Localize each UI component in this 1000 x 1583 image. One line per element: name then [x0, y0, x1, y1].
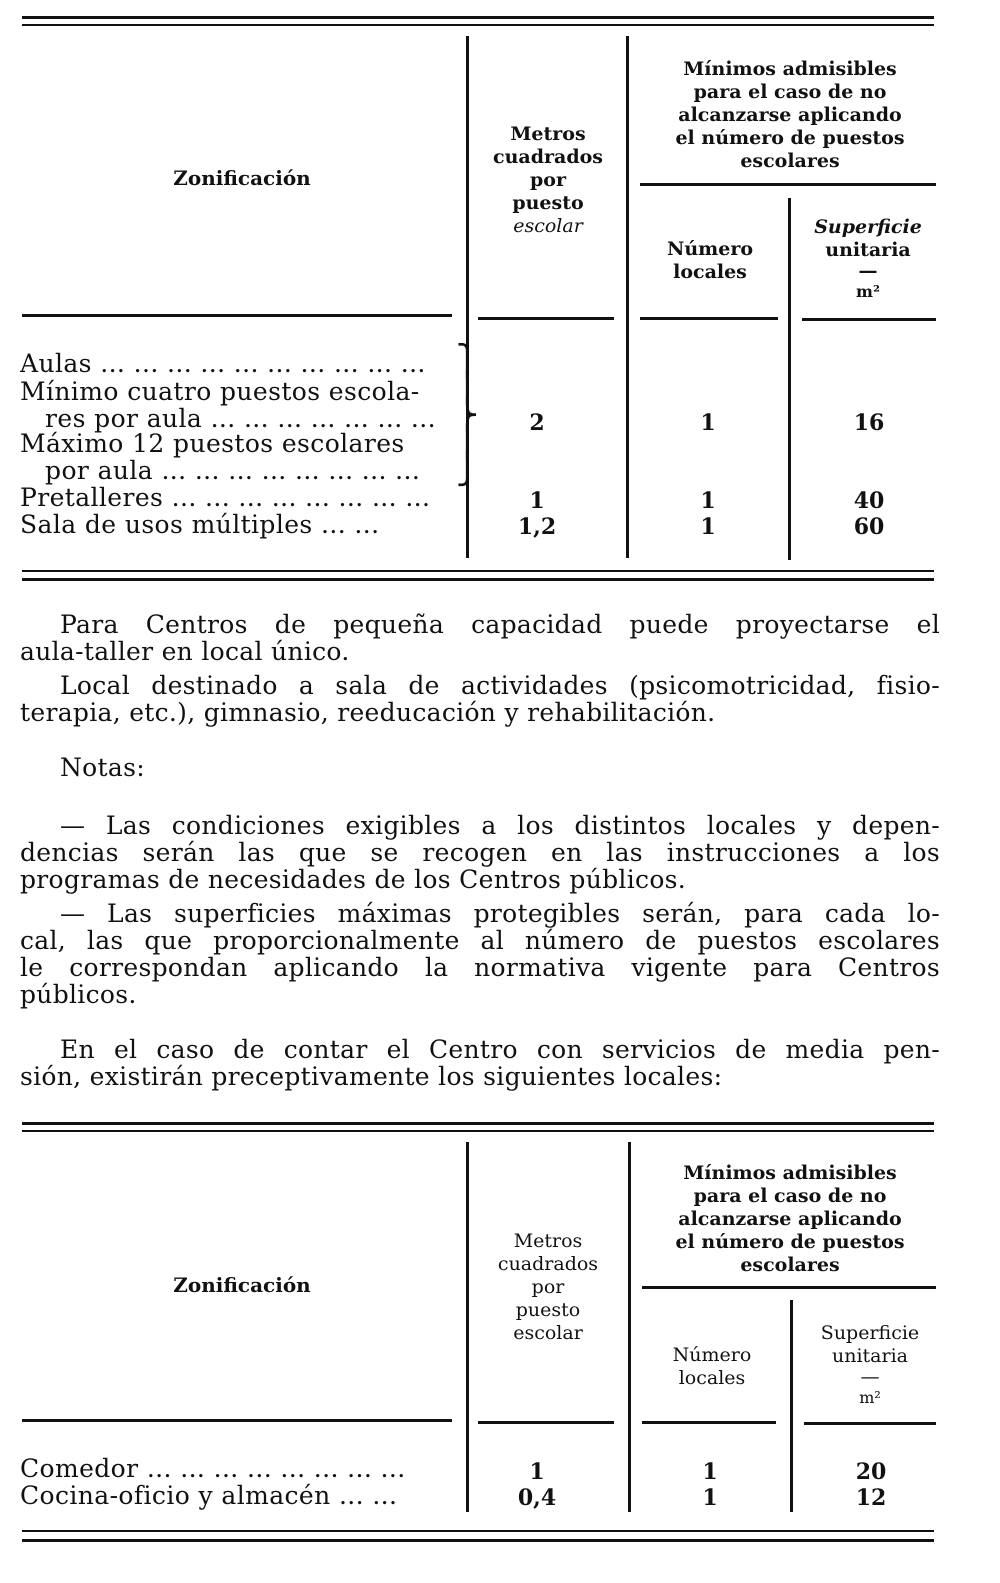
header-bottom-rule [802, 318, 936, 321]
table-row-label: Sala de usos múltiples ... ... [20, 510, 380, 539]
header-subdivider [642, 1286, 936, 1289]
header-line: cuadrados [493, 146, 603, 168]
header-line: alcanzarse aplicando [678, 104, 902, 126]
text-line: programas de necesidades de los Centros públicos. [20, 865, 687, 894]
header-line: puesto [515, 1299, 581, 1321]
header-line: locales [673, 261, 747, 283]
header-bottom-rule [22, 314, 452, 317]
header-bottom-rule [640, 317, 778, 320]
text-line: En el caso de contar el Centro con servicios de media pen- [60, 1035, 940, 1064]
table-row-label: Comedor ... ... ... ... ... ... ... ... [20, 1454, 406, 1483]
header-line: escolar [513, 215, 583, 237]
header-line: escolares [740, 150, 840, 172]
header-line: unitaria [832, 1345, 908, 1367]
table-bottom-rule [22, 1530, 934, 1532]
text-line: aula-taller en local único. [20, 637, 350, 666]
text-line: dencias serán las que se recogen en las instrucciones a los [20, 838, 940, 867]
header-numero-locales [642, 1344, 782, 1390]
text-line: — Las condiciones exigibles a los distintos locales y depen- [60, 811, 940, 840]
header-superficie [800, 216, 936, 303]
column-divider [626, 36, 629, 558]
cell-metros: 2 [529, 410, 545, 436]
header-metros [478, 1230, 618, 1345]
header-line: alcanzarse aplicando [678, 1208, 902, 1230]
header-subdivider [640, 183, 936, 186]
text-line: cal, las que proporcionalmente al número de puestos escolares [20, 926, 940, 955]
column-divider [466, 1142, 469, 1512]
paragraph [20, 611, 940, 665]
cell-numero: 1 [702, 1459, 718, 1485]
cell-metros: 0,4 [517, 1485, 557, 1511]
table-row-label: Máximo 12 puestos escolares [20, 429, 405, 458]
header-line: Metros [510, 123, 586, 145]
header-line: puesto [512, 192, 584, 214]
header-line: Número [672, 1344, 752, 1366]
text-line: Para Centros de pequeña capacidad puede proyectarse el [60, 610, 940, 639]
header-bottom-rule [804, 1422, 936, 1425]
cell-metros: 1 [529, 488, 545, 514]
cell-numero: 1 [702, 1485, 718, 1511]
header-line: el número de puestos [675, 1231, 905, 1253]
header-bottom-rule [642, 1421, 776, 1424]
header-minimos [640, 1162, 940, 1277]
table-top-rule [22, 1122, 934, 1125]
header-bottom-rule [478, 1421, 614, 1424]
cell-numero: 1 [700, 488, 716, 514]
cell-numero: 1 [700, 514, 716, 540]
text-line: le correspondan aplicando la normativa vigente para Centros [20, 953, 940, 982]
table-bottom-rule [22, 1539, 934, 1542]
table-row-label: por aula ... ... ... ... ... ... ... ... [20, 456, 421, 485]
table-top-rule [22, 16, 934, 19]
header-bottom-rule [22, 1419, 452, 1422]
header-line: Superficie [814, 216, 922, 238]
note-2 [20, 900, 940, 1008]
table-bottom-rule [22, 578, 934, 581]
cell-superficie: 40 [853, 488, 885, 514]
table-row-label: Pretalleres ... ... ... ... ... ... ... ... [20, 483, 431, 512]
header-line: locales [678, 1367, 746, 1389]
header-line: por [531, 1276, 565, 1298]
header-line: el número de puestos [675, 127, 905, 149]
header-line: por [530, 169, 566, 191]
header-superficie [802, 1322, 938, 1409]
header-line: m² [859, 1388, 881, 1407]
header-line: — [860, 1366, 880, 1388]
header-line: para el caso de no [693, 1185, 887, 1207]
text-line: Notas: [60, 753, 145, 782]
cell-superficie: 12 [855, 1485, 887, 1511]
header-line: m² [856, 282, 880, 301]
header-numero-locales [640, 238, 780, 284]
header-line: para el caso de no [693, 81, 887, 103]
paragraph [20, 1036, 940, 1090]
header-bottom-rule [478, 317, 614, 320]
table-row-label: Aulas ... ... ... ... ... ... ... ... ... ... [20, 349, 426, 378]
cell-numero: 1 [700, 410, 716, 436]
note-1 [20, 812, 940, 893]
header-minimos [640, 58, 940, 173]
table-top-rule-inner [22, 1130, 934, 1132]
cell-superficie: 16 [853, 410, 885, 436]
header-line: Superficie [820, 1322, 920, 1344]
header-line: unitaria [825, 239, 911, 261]
notes-heading [20, 754, 940, 781]
column-divider [790, 1300, 793, 1512]
header-line: escolares [740, 1254, 840, 1276]
text-line: — Las superficies máximas protegibles serán, para cada lo- [60, 899, 940, 928]
text-line: Local destinado a sala de actividades (psicomotricidad, fisio- [60, 671, 940, 700]
header-line: Número [666, 238, 754, 260]
header-line: — [858, 260, 878, 282]
cell-superficie: 20 [855, 1459, 887, 1485]
cell-metros: 1 [529, 1459, 545, 1485]
table-row-label: Cocina-oficio y almacén ... ... [20, 1481, 398, 1510]
header-line: Mínimos admisibles [683, 58, 897, 80]
paragraph [20, 672, 940, 726]
table-bottom-rule [22, 570, 934, 572]
header-line: escolar [513, 1322, 583, 1344]
header-line: cuadrados [497, 1253, 599, 1275]
column-divider [628, 1142, 631, 1512]
column-divider [788, 198, 791, 560]
cell-superficie: 60 [853, 514, 885, 540]
header-zonificacion: Zonificación [173, 166, 311, 190]
header-line: Metros [513, 1230, 583, 1252]
header-line: Mínimos admisibles [683, 1162, 897, 1184]
text-line: terapia, etc.), gimnasio, reeducación y rehabilitación. [20, 698, 716, 727]
cell-metros: 1,2 [517, 514, 557, 540]
header-zonificacion: Zonificación [173, 1273, 311, 1297]
table-row-label: res por aula ... ... ... ... ... ... ... [20, 404, 436, 433]
text-line: públicos. [20, 980, 137, 1009]
header-metros [478, 123, 618, 238]
table-top-rule-inner [22, 24, 934, 26]
brace: ⎫ ⎪ ⎬ ⎪ ⎭ [456, 344, 479, 487]
text-line: sión, existirán preceptivamente los siguientes locales: [20, 1062, 723, 1091]
table-row-label: Mínimo cuatro puestos escola- [20, 377, 420, 406]
